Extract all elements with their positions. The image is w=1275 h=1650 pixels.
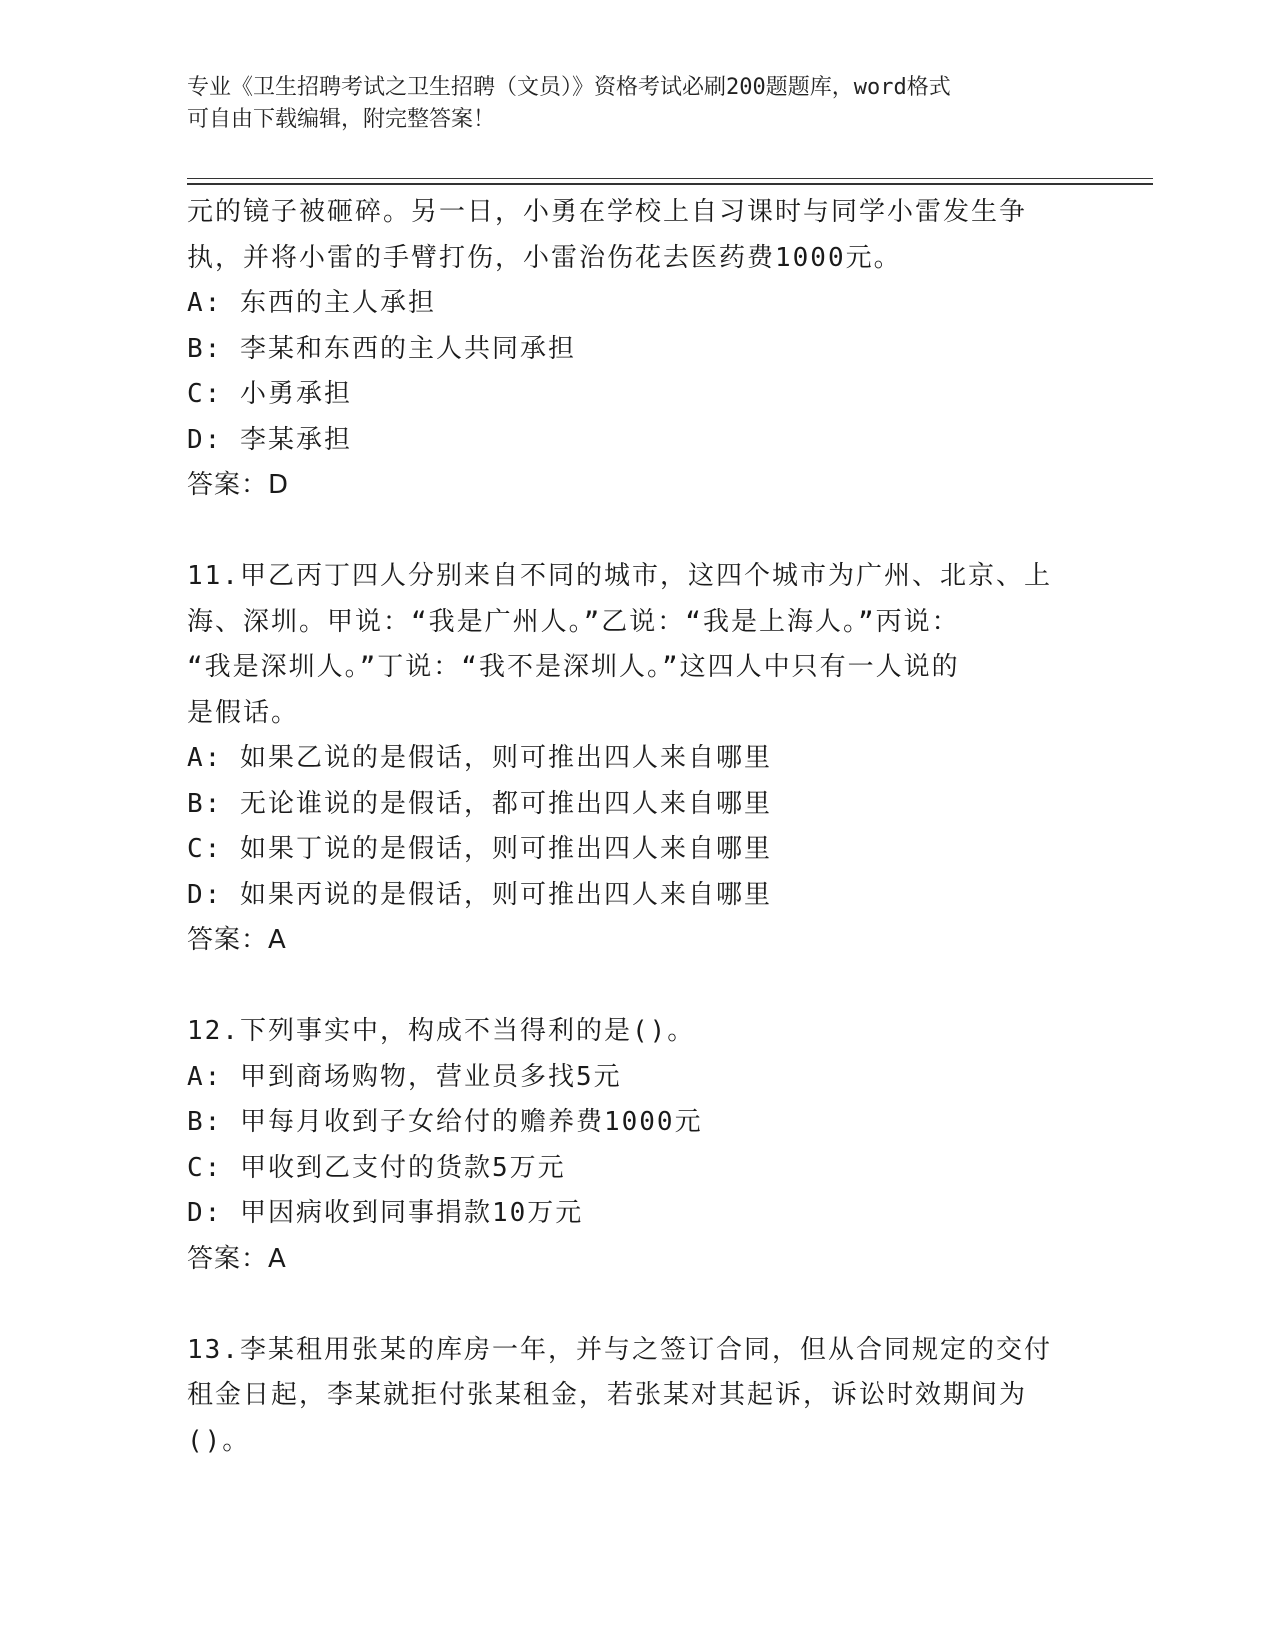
question-11 [187, 554, 1087, 964]
answer: 答案：A [187, 925, 287, 955]
question-list [187, 190, 1087, 1464]
option-c: C: 小勇承担 [187, 379, 352, 409]
header-line-1: 专业《卫生招聘考试之卫生招聘（文员）》资格考试必刷200题题库，word格式 [187, 75, 951, 100]
option-a: A: 如果乙说的是假话，则可推出四人来自哪里 [187, 743, 772, 773]
option-d: D: 如果丙说的是假话，则可推出四人来自哪里 [187, 879, 772, 910]
answer: 答案：D [187, 470, 290, 500]
question-stem: 13.李某租用张某的库房一年，并与之签订合同，但从合同规定的交付 [187, 1334, 1052, 1365]
question-10 [187, 190, 1087, 509]
header-divider-thick [187, 183, 1153, 185]
question-stem: 11.甲乙丙丁四人分别来自不同的城市，这四个城市为广州、北京、上 [187, 561, 1052, 591]
question-stem: 元的镜子被砸碎。另一日，小勇在学校上自习课时与同学小雷发生争 [187, 197, 1028, 227]
option-b: B: 无论谁说的是假话，都可推出四人来自哪里 [187, 788, 772, 819]
option-b: B: 李某和东西的主人共同承担 [187, 333, 576, 364]
header-divider-thin [187, 178, 1153, 179]
question-stem: 海、深圳。甲说：“我是广州人。”乙说：“我是上海人。”丙说： [187, 606, 960, 637]
question-stem: 12.下列事实中，构成不当得利的是()。 [187, 1016, 696, 1046]
option-a: A: 甲到商场购物，营业员多找5元 [187, 1061, 622, 1092]
option-c: C: 甲收到乙支付的货款5万元 [187, 1152, 566, 1183]
header-line-2: 可自由下载编辑，附完整答案！ [187, 107, 496, 132]
document-header [187, 72, 1087, 136]
spacer [187, 509, 1087, 555]
spacer [187, 1282, 1087, 1328]
question-stem: “我是深圳人。”丁说：“我不是深圳人。”这四人中只有一人说的 [187, 652, 960, 682]
question-12 [187, 1009, 1087, 1282]
question-stem: ()。 [187, 1425, 251, 1456]
option-a: A: 东西的主人承担 [187, 288, 436, 318]
spacer [187, 964, 1087, 1010]
answer: 答案：A [187, 1243, 287, 1274]
option-c: C: 如果丁说的是假话，则可推出四人来自哪里 [187, 834, 772, 864]
question-stem: 是假话。 [187, 697, 300, 728]
option-d: D: 甲因病收到同事捐款10万元 [187, 1198, 584, 1228]
question-13 [187, 1328, 1087, 1465]
option-b: B: 甲每月收到子女给付的赡养费1000元 [187, 1107, 703, 1137]
question-stem: 执，并将小雷的手臂打伤，小雷治伤花去医药费1000元。 [187, 242, 902, 273]
question-stem: 租金日起，李某就拒付张某租金，若张某对其起诉，诉讼时效期间为 [187, 1380, 1028, 1410]
option-d: D: 李某承担 [187, 424, 352, 455]
